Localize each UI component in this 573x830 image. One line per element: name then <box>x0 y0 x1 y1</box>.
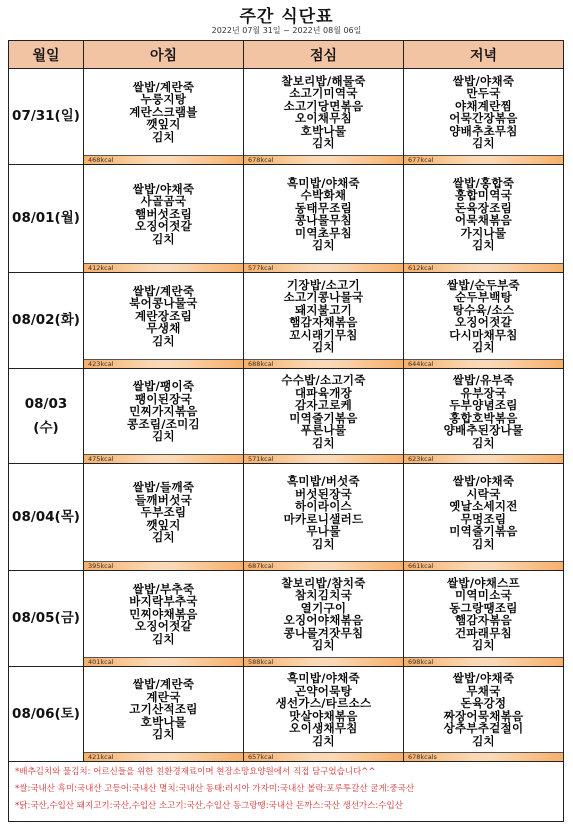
menu-item: 두부조림 <box>140 505 187 520</box>
menu-item: 김치 <box>472 238 495 252</box>
dinner-items <box>404 464 563 561</box>
menu-item: 양배추초무침 <box>449 123 518 138</box>
menu-item: 오징어젓갈 <box>134 219 193 234</box>
menu-item: 흑미밥/버섯죽 <box>287 474 360 488</box>
dinner-items <box>404 69 563 155</box>
lunch-cell <box>244 464 404 571</box>
calorie-bar: 588kcal <box>244 657 403 666</box>
lunch-items <box>244 69 403 155</box>
note-line: *배추김치와 물김치: 어르신들을 위한 친환경재료이며 현장소망요양원에서 직접 담구었습니다^^ <box>15 767 376 777</box>
note-line: *쌀:국내산 흑미:국내산 고등어:국내산 멸치:국내산 동태:러시아 가자미:국내산 볼락:포루투갈산 굴게:중국산 <box>15 784 415 794</box>
menu-item: 돼지불고기 <box>294 302 353 317</box>
lunch-cell <box>244 165 404 273</box>
menu-item: 수박화채 <box>300 188 347 202</box>
day-row <box>9 69 564 165</box>
menu-item: 콩나물겨잣무침 <box>283 625 364 640</box>
dinner-cell <box>404 464 564 571</box>
lunch-items <box>244 369 403 454</box>
calorie-bar: 475kcal <box>84 454 243 463</box>
menu-item: 홍합미역국 <box>454 188 513 202</box>
date-cell <box>9 165 84 273</box>
menu-item: 계란국 <box>146 689 181 704</box>
menu-item: 어묵간장볶음 <box>449 111 518 125</box>
date-label: 08/01(월) <box>12 210 80 227</box>
menu-item: 건파래무침 <box>454 625 513 640</box>
menu-item: 홍합호박볶음 <box>449 410 518 425</box>
menu-item: 순두부백탕 <box>454 290 513 304</box>
day-row <box>9 667 564 762</box>
calorie-bar: 678kcals <box>404 752 563 761</box>
menu-item: 마카로니샐러드 <box>283 511 364 526</box>
menu-item: 무생채 <box>146 321 181 336</box>
menu-item: 깻잎지 <box>146 117 181 132</box>
menu-item: 동그랑땡조림 <box>449 600 518 615</box>
menu-item: 호박나물 <box>300 123 347 138</box>
menu-item: 미역줄기볶음 <box>289 410 358 425</box>
menu-item: 북어콩나물국 <box>129 296 198 311</box>
day-row <box>9 571 564 667</box>
menu-item: 야채계란찜 <box>454 98 513 113</box>
menu-item: 어묵채볶음 <box>454 213 513 227</box>
breakfast-cell <box>84 273 244 369</box>
dinner-items <box>404 165 563 263</box>
menu-item: 깻잎지 <box>146 517 181 532</box>
menu-item: 쌀밥/야채죽 <box>132 181 195 196</box>
menu-item: 찰보리밥/해물죽 <box>281 73 366 88</box>
dinner-items <box>404 273 563 359</box>
menu-item: 수수밥/소고기죽 <box>281 373 366 387</box>
menu-item: 오징어야채볶음 <box>283 613 364 627</box>
menu-item: 콩조림/조미김 <box>127 416 200 431</box>
menu-item: 쌀밥/유부죽 <box>452 373 515 387</box>
menu-item: 찰보리밥/참치죽 <box>281 575 366 590</box>
dinner-cell <box>404 571 564 667</box>
breakfast-items <box>84 273 243 359</box>
menu-item: 쌀밥/야채죽 <box>452 671 515 685</box>
menu-item: 김치 <box>312 638 335 652</box>
calorie-bar: 657kcal <box>244 752 403 761</box>
menu-item: 미역미소국 <box>454 588 513 602</box>
breakfast-items <box>84 165 243 263</box>
lunch-cell <box>244 667 404 762</box>
breakfast-cell <box>84 571 244 667</box>
menu-item: 콩나물무침 <box>294 213 353 227</box>
column-header-breakfast: 아침 <box>84 41 244 69</box>
menu-item: 김치 <box>472 638 495 652</box>
menu-item: 곤약어묵탕 <box>294 683 353 698</box>
menu-item: 사골곰국 <box>140 194 187 209</box>
header-row <box>9 41 564 69</box>
lunch-items <box>244 667 403 752</box>
breakfast-items <box>84 571 243 657</box>
day-row <box>9 165 564 273</box>
menu-item: 김치 <box>312 238 335 252</box>
menu-item: 푸른나물 <box>300 423 347 437</box>
dinner-cell <box>404 69 564 165</box>
menu-item: 열기구이 <box>300 600 347 615</box>
breakfast-items <box>84 464 243 561</box>
breakfast-cell <box>84 369 244 464</box>
menu-item: 김치 <box>152 231 175 246</box>
calorie-bar: 423kcal <box>84 359 243 368</box>
calorie-bar: 571kcal <box>244 454 403 463</box>
dinner-items <box>404 667 563 752</box>
menu-item: 쌀밥/계란죽 <box>132 79 195 94</box>
menu-item: 유부장국 <box>460 385 507 400</box>
lunch-cell <box>244 273 404 369</box>
menu-item: 쌀밥/홍합죽 <box>452 175 515 190</box>
notes-box <box>8 761 564 822</box>
calorie-bar: 623kcal <box>404 454 563 463</box>
menu-item: 김치 <box>312 733 335 748</box>
menu-item: 쌀밥/야채죽 <box>452 73 515 88</box>
calorie-bar: 412kcal <box>84 263 243 272</box>
menu-item: 상추부추겉절이 <box>443 721 524 735</box>
menu-item: 김치 <box>152 333 175 348</box>
calorie-bar: 468kcal <box>84 155 243 164</box>
menu-item: 미역초무침 <box>294 225 353 240</box>
column-header-lunch: 점심 <box>244 41 404 69</box>
menu-item: 하이라이스 <box>294 499 353 513</box>
menu-item: 소고기콩나물국 <box>283 290 364 304</box>
menu-item: 햄감자채볶음 <box>289 315 358 329</box>
menu-item: 소고기미역국 <box>289 86 358 100</box>
date-cell <box>9 464 84 571</box>
menu-item: 호박나물 <box>140 714 187 729</box>
breakfast-cell <box>84 69 244 165</box>
menu-item: 시락국 <box>466 486 501 501</box>
calorie-bar: 698kcal <box>404 657 563 666</box>
date-cell <box>9 369 84 464</box>
calorie-bar: 612kcal <box>404 263 563 272</box>
menu-item: 누룽지탕 <box>140 92 187 107</box>
menu-item: 쌀밥/순두부죽 <box>447 277 520 292</box>
menu-item: 김치 <box>312 340 335 354</box>
day-row <box>9 464 564 571</box>
menu-item: 돈육강정 <box>460 696 507 710</box>
dinner-items <box>404 571 563 657</box>
menu-item: 쌀밥/계란죽 <box>132 677 195 692</box>
calorie-bar: 678kcal <box>244 155 403 164</box>
column-header-date: 월일 <box>9 41 84 69</box>
menu-item: 쌀밥/야채스프 <box>447 575 520 590</box>
date-label: 07/31(일) <box>12 108 80 125</box>
menu-item: 민찌가지볶음 <box>129 404 198 419</box>
menu-item: 햄버섯조림 <box>134 206 193 221</box>
menu-item: 김치 <box>472 536 495 551</box>
menu-item: 김치 <box>152 727 175 742</box>
menu-item: 소고기당면볶음 <box>283 98 364 113</box>
menu-item: 김치 <box>312 435 335 450</box>
lunch-cell <box>244 369 404 464</box>
calorie-bar: 401kcal <box>84 657 243 666</box>
menu-item: 무나물 <box>306 524 341 538</box>
menu-item: 김치 <box>312 536 335 551</box>
dinner-items <box>404 369 563 454</box>
menu-item: 무멍조림 <box>460 511 507 526</box>
day-row <box>9 273 564 369</box>
menu-item: 계란장조림 <box>134 308 193 323</box>
menu-item: 김치 <box>152 631 175 646</box>
lunch-items <box>244 273 403 359</box>
menu-item: 쌀밥/부추죽 <box>132 581 195 596</box>
menu-item: 미역줄기볶음 <box>449 524 518 538</box>
menu-item: 김치 <box>152 129 175 144</box>
menu-item: 오이생채무침 <box>289 721 358 735</box>
menu-item: 돈육장조림 <box>454 200 513 215</box>
date-cell <box>9 667 84 762</box>
menu-item: 바지락부추국 <box>129 594 198 609</box>
menu-item: 흑미밥/야채죽 <box>287 671 360 685</box>
breakfast-cell <box>84 165 244 273</box>
menu-item: 기장밥/소고기 <box>287 277 360 292</box>
menu-item: 두부양념조림 <box>449 398 518 412</box>
menu-item: 버섯된장국 <box>294 486 353 501</box>
menu-item: 꼬시래기무침 <box>289 327 358 342</box>
page-title: 주간 식단표 <box>239 7 334 27</box>
menu-item: 민찌야채볶음 <box>129 606 198 621</box>
lunch-items <box>244 165 403 263</box>
menu-item: 무채국 <box>466 683 501 698</box>
menu-item: 동태무조림 <box>294 200 353 215</box>
breakfast-cell <box>84 464 244 571</box>
menu-item: 팽이된장국 <box>134 391 193 406</box>
breakfast-items <box>84 69 243 155</box>
menu-item: 쌀밥/들깨죽 <box>132 480 195 495</box>
calorie-bar: 395kcal <box>84 561 243 570</box>
calorie-bar: 577kcal <box>244 263 403 272</box>
menu-item: 김치 <box>472 733 495 748</box>
menu-item: 고기산적조림 <box>129 702 198 717</box>
lunch-items <box>244 571 403 657</box>
menu-item: 햄감자볶음 <box>454 613 513 627</box>
menu-item: 오징어젓갈 <box>454 315 513 329</box>
date-label: (수) <box>33 420 59 436</box>
menu-item: 김치 <box>152 429 175 444</box>
menu-item: 다시마채무침 <box>449 327 518 342</box>
breakfast-items <box>84 667 243 752</box>
breakfast-items <box>84 369 243 454</box>
menu-item: 참치김치국 <box>294 588 353 602</box>
note-line: *닭:국산,수입산 돼지고기:국산,수입산 소고기:국산,수입산 동그랑땡:국내산 돈까스:국산 생선가스:수입산 <box>15 801 403 811</box>
dinner-cell <box>404 165 564 273</box>
calorie-bar: 644kcal <box>404 359 563 368</box>
menu-item: 오이채무침 <box>294 111 353 125</box>
menu-item: 맛살야채볶음 <box>289 708 358 723</box>
menu-item: 쌀밥/팽이죽 <box>132 379 195 394</box>
menu-item: 탕수육/소스 <box>452 302 515 317</box>
menu-item: 김치 <box>472 435 495 450</box>
menu-item: 김치 <box>472 136 495 150</box>
breakfast-cell <box>84 667 244 762</box>
date-cell <box>9 571 84 667</box>
menu-item: 오징어젓갈 <box>134 619 193 634</box>
lunch-cell <box>244 571 404 667</box>
menu-item: 옛날소세지전 <box>449 499 518 513</box>
date-cell <box>9 273 84 369</box>
calorie-bar: 688kcal <box>244 359 403 368</box>
menu-item: 흑미밥/야채죽 <box>287 175 360 190</box>
calorie-bar: 687kcal <box>244 561 403 570</box>
menu-body <box>9 69 564 762</box>
menu-item: 쌀밥/계란죽 <box>132 283 195 298</box>
menu-item: 양배추된장나물 <box>443 423 524 437</box>
date-label: 08/06(토) <box>12 705 80 722</box>
menu-item: 가지나물 <box>460 225 507 240</box>
weekly-menu-table <box>8 40 564 762</box>
date-cell <box>9 69 84 165</box>
lunch-items <box>244 464 403 561</box>
menu-item: 쌀밥/야채죽 <box>452 474 515 488</box>
dinner-cell <box>404 667 564 762</box>
calorie-bar: 677kcal <box>404 155 563 164</box>
menu-item: 감자고로케 <box>294 398 353 412</box>
menu-item: 대파육개장 <box>294 385 353 400</box>
calorie-bar: 421kcal <box>84 752 243 761</box>
menu-item: 계란스크램블 <box>129 104 198 119</box>
menu-item: 생선가스/타르소스 <box>275 696 372 710</box>
date-label: 08/05(금) <box>12 610 80 627</box>
menu-item: 김치 <box>152 530 175 545</box>
calorie-bar: 661kcal <box>404 561 563 570</box>
date-label: 08/02(화) <box>12 312 80 329</box>
day-row <box>9 369 564 464</box>
dinner-cell <box>404 369 564 464</box>
menu-item: 짜장어묵채볶음 <box>443 708 524 723</box>
date-label: 08/04(목) <box>12 508 80 525</box>
column-header-dinner: 저녁 <box>404 41 564 69</box>
dinner-cell <box>404 273 564 369</box>
menu-item: 김치 <box>312 136 335 150</box>
date-label: 08/03 <box>24 395 68 412</box>
menu-item: 만두국 <box>466 86 501 100</box>
lunch-cell <box>244 69 404 165</box>
menu-item: 김치 <box>472 340 495 354</box>
menu-item: 들깨버섯국 <box>134 492 193 507</box>
menu-period: 2022년 07월 31일 ~ 2022년 08월 06일 <box>211 26 362 35</box>
